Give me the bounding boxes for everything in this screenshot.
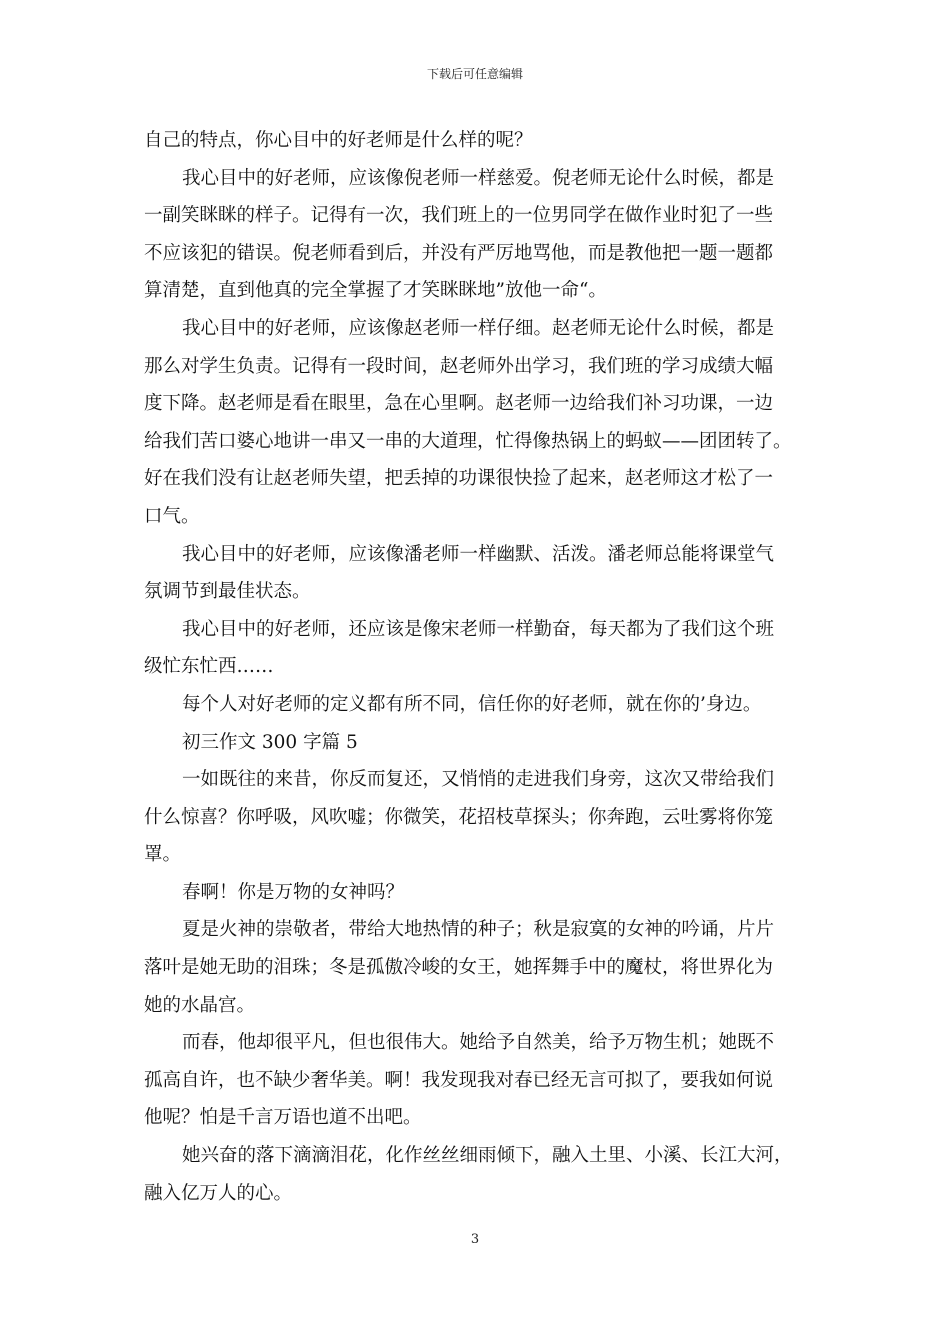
text-line: 我心目中的好老师，还应该是像宋老师一样勤奋，每天都为了我们这个班 xyxy=(182,618,775,640)
document-body xyxy=(144,122,812,1212)
text-line: 而春，他却很平凡，但也很伟大。她给予自然美，给予万物生机；她既不 xyxy=(182,1032,775,1054)
text-line: 落叶是她无助的泪珠；冬是孤傲冷峻的女王，她挥舞手中的魔杖，将世界化为 xyxy=(144,957,774,979)
text-line: 氛调节到最佳状态。 xyxy=(144,581,311,603)
text-line: 春啊！你是万物的女神吗？ xyxy=(182,881,405,903)
page-header: 下载后可任意编辑 xyxy=(426,67,523,81)
text-line: 一副笑眯眯的样子。记得有一次，我们班上的一位男同学在做作业时犯了一些 xyxy=(144,205,774,227)
text-line: 算清楚，直到他真的完全掌握了才笑眯眯地”放他一命“。 xyxy=(144,280,607,302)
text-line: 好在我们没有让赵老师失望，把丢掉的功课很快捡了起来，赵老师这才松了一 xyxy=(144,468,774,490)
text-line: 级忙东忙西…… xyxy=(144,656,274,678)
text-line: 融入亿万人的心。 xyxy=(144,1182,293,1204)
text-line: 那么对学生负责。记得有一段时间，赵老师外出学习，我们班的学习成绩大幅 xyxy=(144,355,774,377)
text-line: 不应该犯的错误。倪老师看到后，并没有严厉地骂他，而是教他把一题一题都 xyxy=(144,242,774,264)
text-line: 度下降。赵老师是看在眼里，急在心里啊。赵老师一边给我们补习功课，一边 xyxy=(144,393,774,415)
text-line: 给我们苦口婆心地讲一串又一串的大道理，忙得像热锅上的蚂蚁——团团转了。 xyxy=(144,430,792,452)
text-line: 她兴奋的落下滴滴泪花，化作丝丝细雨倾下，融入土里、小溪、长江大河， xyxy=(182,1145,793,1167)
text-line: 口气。 xyxy=(144,505,200,527)
text-line: 一如既往的来昔，你反而复还，又悄悄的走进我们身旁，这次又带给我们 xyxy=(182,769,775,791)
text-line: 自己的特点，你心目中的好老师是什么样的呢？ xyxy=(144,130,533,151)
text-line: 每个人对好老师的定义都有所不同，信任你的好老师，就在你的’身边。 xyxy=(182,693,762,715)
text-line: 罩。 xyxy=(144,844,182,866)
text-line: 我心目中的好老师，应该像赵老师一样仔细。赵老师无论什么时候，都是 xyxy=(182,317,775,339)
text-line: 他呢？怕是千言万语也道不出吧。 xyxy=(144,1107,422,1129)
text-line: 初三作文 300 字篇 5 xyxy=(182,731,358,753)
text-line: 什么惊喜？你呼吸，风吹嘘；你微笑，花招枝草探头；你奔跑，云吐雾将你笼 xyxy=(144,806,774,828)
text-line: 孤高自许，也不缺少奢华美。啊！我发现我对春已经无言可拟了，要我如何说 xyxy=(144,1069,774,1091)
text-line: 我心目中的好老师，应该像潘老师一样幽默、活泼。潘老师总能将课堂气 xyxy=(182,543,775,565)
text-line: 我心目中的好老师，应该像倪老师一样慈爱。倪老师无论什么时候，都是 xyxy=(182,167,775,189)
text-line: 夏是火神的崇敬者，带给大地热情的种子；秋是寂寞的女神的吟诵，片片 xyxy=(182,919,775,941)
page-number: 3 xyxy=(470,1232,480,1247)
text-line: 她的水晶宫。 xyxy=(144,994,256,1016)
